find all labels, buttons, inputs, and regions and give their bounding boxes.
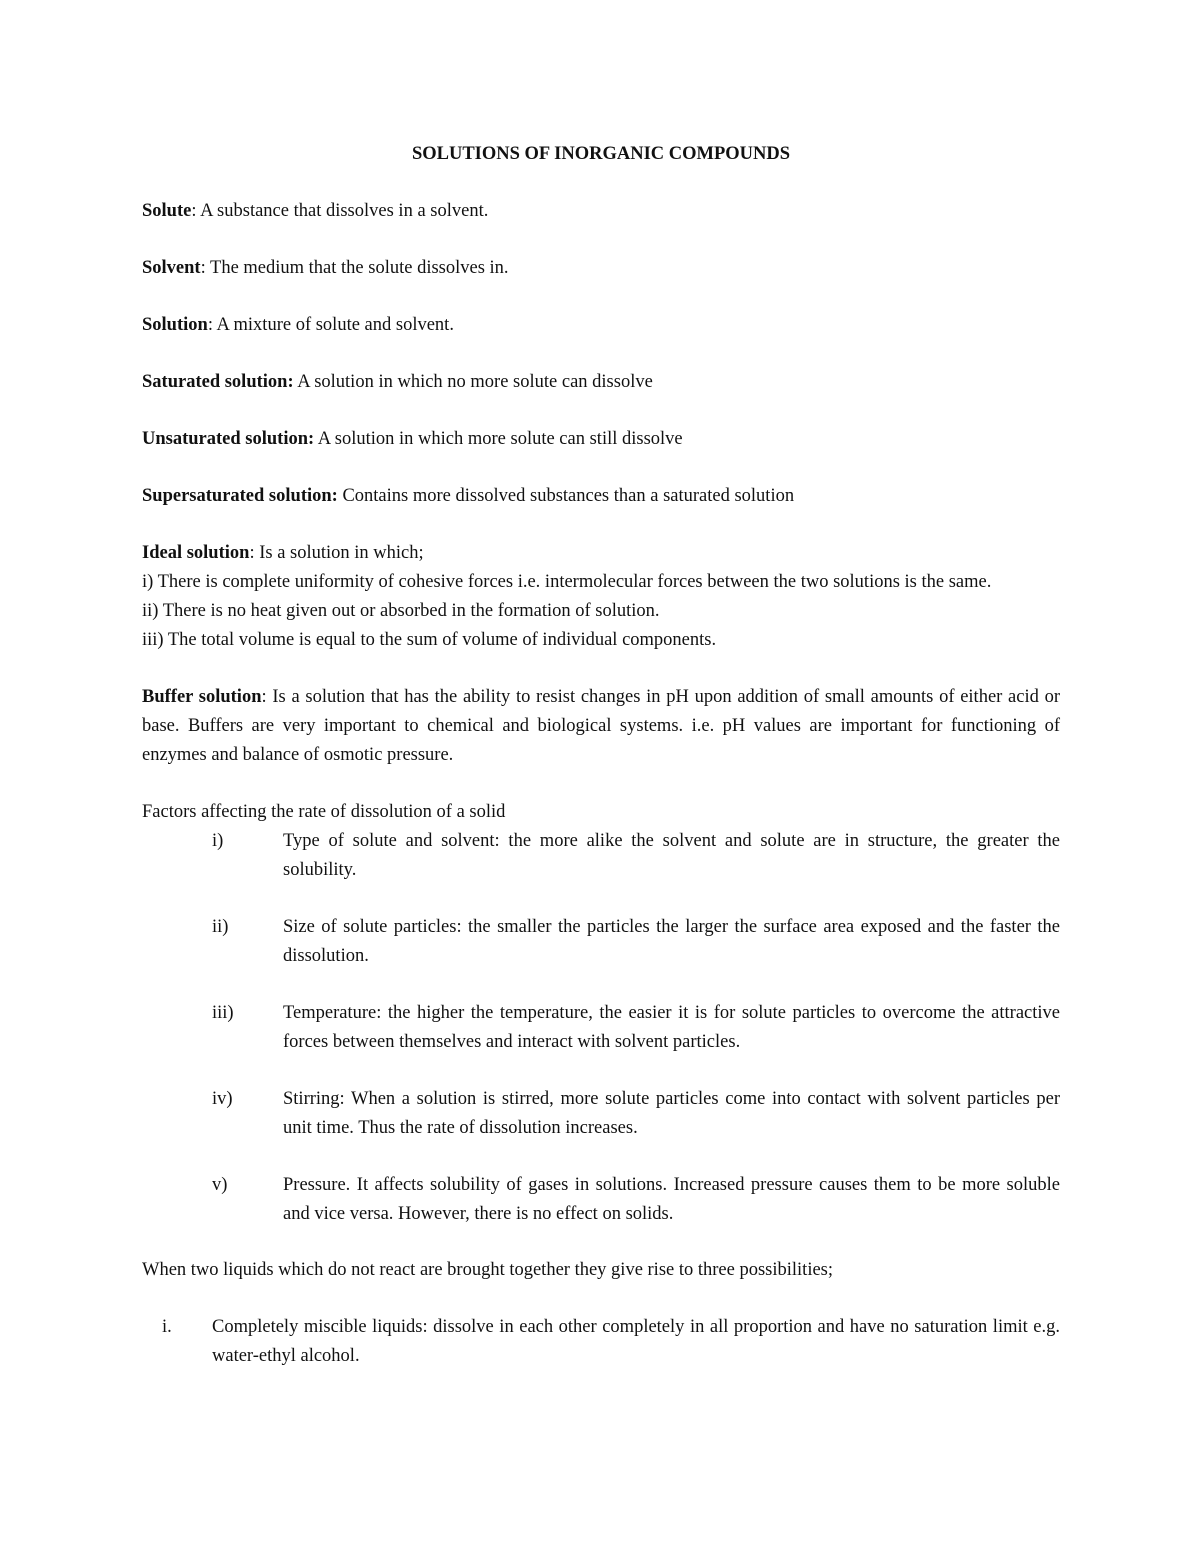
term-separator: : bbox=[191, 201, 197, 221]
definition-text: Is a solution in which; bbox=[254, 543, 424, 563]
factor-number: v) bbox=[212, 1175, 228, 1195]
term-separator: : bbox=[207, 315, 213, 335]
term-solvent: Solvent bbox=[142, 258, 201, 278]
definition-saturated bbox=[142, 368, 1060, 397]
ideal-heading bbox=[142, 539, 1060, 568]
term-unsaturated: Unsaturated solution: bbox=[142, 429, 315, 449]
term-solute: Solute bbox=[142, 201, 192, 221]
ideal-point: iii) The total volume is equal to the sum of volume of individual components. bbox=[142, 630, 717, 650]
factor-text: Temperature: the higher the temperature, the easier it is for solute particles to overcome the attractive forces between themselves and interact with solvent particles. bbox=[283, 1003, 1060, 1052]
definition-solvent bbox=[142, 254, 1060, 283]
definition-text: A mixture of solute and solvent. bbox=[212, 315, 454, 335]
definition-solute bbox=[142, 197, 1060, 226]
possibility-number: i. bbox=[162, 1317, 172, 1337]
term-saturated: Saturated solution: bbox=[142, 372, 294, 392]
factor-item bbox=[142, 1171, 1060, 1229]
term-separator: : bbox=[249, 543, 255, 563]
definition-buffer-solution bbox=[142, 683, 1060, 770]
term-separator: : bbox=[200, 258, 206, 278]
ideal-point: ii) There is no heat given out or absorbed in the formation of solution. bbox=[142, 601, 660, 621]
factor-number: ii) bbox=[212, 917, 229, 937]
definition-text: A solution in which no more solute can dissolve bbox=[293, 372, 653, 392]
definition-text: A solution in which more solute can still dissolve bbox=[314, 429, 683, 449]
document-page bbox=[142, 140, 1060, 1371]
factor-number: iii) bbox=[212, 1003, 234, 1023]
definition-text: Contains more dissolved substances than a saturated solution bbox=[337, 486, 795, 506]
factor-item bbox=[142, 913, 1060, 971]
liquids-intro: When two liquids which do not react are brought together they give rise to three possibilities; bbox=[142, 1260, 834, 1280]
factor-item bbox=[142, 1085, 1060, 1143]
definition-supersaturated bbox=[142, 482, 1060, 511]
factor-text: Type of solute and solvent: the more alike the solvent and solute are in structure, the greater the solubility. bbox=[283, 831, 1060, 880]
factor-item bbox=[142, 999, 1060, 1057]
definition-ideal-solution bbox=[142, 539, 1060, 655]
factor-text: Pressure. It affects solubility of gases in solutions. Increased pressure causes them to be more soluble and vice versa. However, there is no effect on solids. bbox=[283, 1175, 1060, 1224]
term-solution: Solution bbox=[142, 315, 208, 335]
factor-text: Size of solute particles: the smaller the particles the larger the surface area exposed and the faster the dissolution. bbox=[283, 917, 1060, 966]
definition-text: A substance that dissolves in a solvent. bbox=[196, 201, 489, 221]
possibility-text: Completely miscible liquids: dissolve in each other completely in all proportion and have no saturation limit e.g. water-ethyl alcohol. bbox=[212, 1317, 1060, 1366]
factor-number: iv) bbox=[212, 1089, 233, 1109]
page-title: SOLUTIONS OF INORGANIC COMPOUNDS bbox=[411, 144, 791, 164]
factors-heading: Factors affecting the rate of dissolution of a solid bbox=[142, 802, 506, 822]
term-buffer: Buffer solution bbox=[142, 687, 262, 707]
definition-text: The medium that the solute dissolves in. bbox=[205, 258, 509, 278]
factor-number: i) bbox=[212, 831, 224, 851]
term-ideal: Ideal solution bbox=[142, 543, 250, 563]
term-supersaturated: Supersaturated solution: bbox=[142, 486, 338, 506]
factor-text: Stirring: When a solution is stirred, more solute particles come into contact with solvent particles per unit time. Thus the rate of dissolution increases. bbox=[283, 1089, 1060, 1138]
ideal-point: i) There is complete uniformity of cohesive forces i.e. intermolecular forces between the two solutions is the same. bbox=[142, 572, 992, 592]
factor-item bbox=[142, 827, 1060, 885]
definition-solution bbox=[142, 311, 1060, 340]
definition-unsaturated bbox=[142, 425, 1060, 454]
term-separator: : bbox=[261, 687, 267, 707]
definition-text: Is a solution that has the ability to resist changes in pH upon addition of small amounts of either acid or base. Buffers are very important to chemical and biological systems. i.e. pH values are important for functioning of enzymes and balance of osmotic pressure. bbox=[142, 687, 1061, 765]
liquid-possibility-item bbox=[142, 1313, 1060, 1371]
